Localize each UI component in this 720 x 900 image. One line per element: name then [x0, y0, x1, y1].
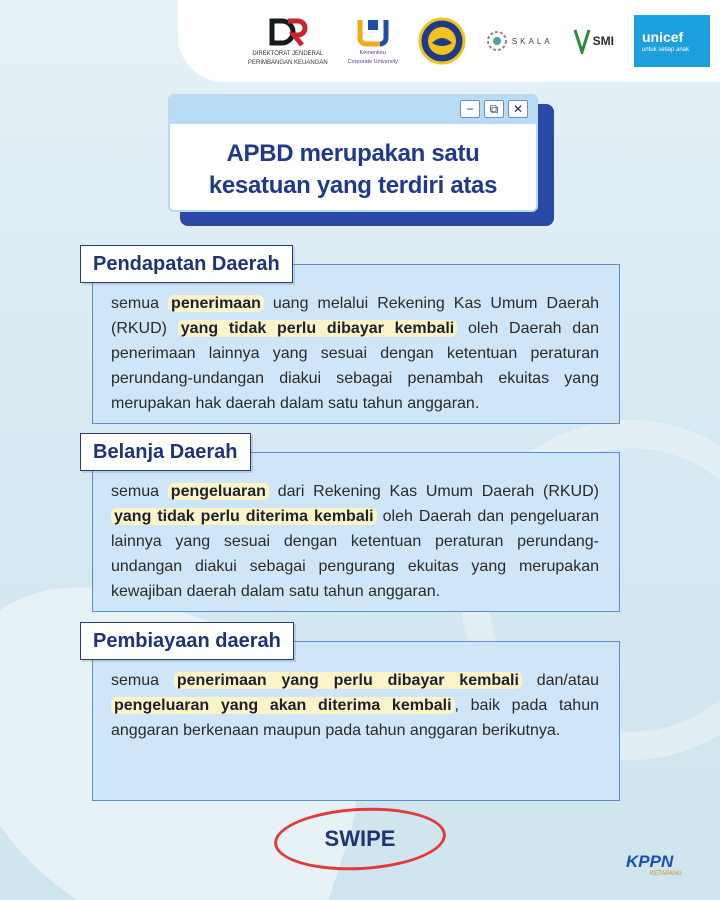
swipe-label: SWIPE	[324, 826, 396, 851]
section-pendapatan	[92, 264, 620, 424]
maximize-button[interactable]: ⧉	[484, 100, 504, 118]
title-line-2: kesatuan yang terdiri atas	[208, 172, 498, 199]
section-body	[111, 668, 599, 743]
body-text: oleh Daerah dan pengeluaran lainnya yang sesuai dengan ketentuan peraturan perundang-undangan diakui sebagai pengurang ekuitas yang merupakan kewajiban daerah dalam satu tahun anggaran.	[111, 508, 599, 600]
title-line-1: APBD merupakan satu	[226, 140, 480, 167]
unicef-logo	[634, 15, 710, 67]
highlighted-text: pengeluaran yang akan diterima kembali	[111, 697, 455, 714]
page-title	[170, 138, 536, 202]
smi-name: SMI	[592, 34, 614, 48]
close-button[interactable]: ✕	[508, 100, 528, 118]
section-heading-pembiayaan: Pembiayaan daerah	[80, 622, 294, 660]
kemenkeu-logo	[348, 16, 398, 66]
skala-logo	[486, 30, 553, 52]
body-text: uang melalui Rekening Kas Umum Daerah (RKUD)	[111, 295, 599, 337]
body-text: oleh Daerah dan penerimaan lainnya yang sesuai dengan ketentuan peraturan perundang-undangan diakui sebagai penambah ekuitas yang merupakan hak daerah dalam satu tahun anggaran.	[111, 320, 599, 412]
kemenkeu-name: Kemenkeu	[359, 50, 386, 56]
kppn-logo: KPPN	[626, 852, 674, 871]
section-belanja	[92, 452, 620, 612]
section-heading-pendapatan: Pendapatan Daerah	[80, 245, 293, 283]
body-text: semua	[111, 295, 169, 312]
unicef-tagline: untuk setiap anak	[641, 47, 690, 53]
section-pembiayaan	[92, 641, 620, 801]
body-text: , baik pada tahun anggaran berkenaan maupun pada tahun anggaran berikutnya.	[111, 697, 599, 739]
highlighted-text: pengeluaran	[168, 483, 269, 500]
highlighted-text: penerimaan yang perlu dibayar kembali	[174, 672, 522, 689]
highlighted-text: yang tidak perlu dibayar kembali	[178, 320, 457, 337]
skala-logo-icon	[486, 30, 508, 52]
djpk-line2: PERIMBANGAN KEUANGAN	[248, 60, 328, 66]
djpk-logo-icon	[266, 15, 310, 49]
smi-logo	[573, 28, 614, 54]
skala-name: SKALA	[511, 36, 553, 46]
smi-logo-icon	[573, 28, 591, 54]
unicef-name: unicef	[641, 29, 684, 45]
body-text: dan/atau	[521, 672, 599, 689]
body-text: semua	[111, 672, 174, 689]
kemendikbud-logo	[418, 17, 466, 65]
djpk-line1: DIREKTORAT JENDERAL	[252, 51, 324, 57]
highlighted-text: yang tidak perlu diterima kembali	[111, 508, 377, 525]
section-body	[111, 291, 599, 416]
highlighted-text: penerimaan	[168, 295, 264, 312]
title-window	[168, 94, 538, 212]
minimize-button[interactable]: −	[460, 100, 480, 118]
body-text: semua	[111, 483, 168, 500]
section-heading-belanja: Belanja Daerah	[80, 433, 251, 471]
djpk-logo	[248, 15, 328, 67]
swipe-button[interactable]	[274, 808, 446, 870]
logo-bar	[178, 0, 720, 82]
kppn-subtitle: KETAPANG	[650, 871, 682, 877]
title-window-bar	[170, 96, 536, 124]
kemenkeu-logo-icon	[356, 16, 390, 48]
kemendikbud-logo-icon	[418, 17, 466, 65]
kemenkeu-tagline: Corporate University	[347, 59, 398, 65]
section-body	[111, 479, 599, 604]
body-text: dari Rekening Kas Umum Daerah (RKUD)	[268, 483, 599, 500]
